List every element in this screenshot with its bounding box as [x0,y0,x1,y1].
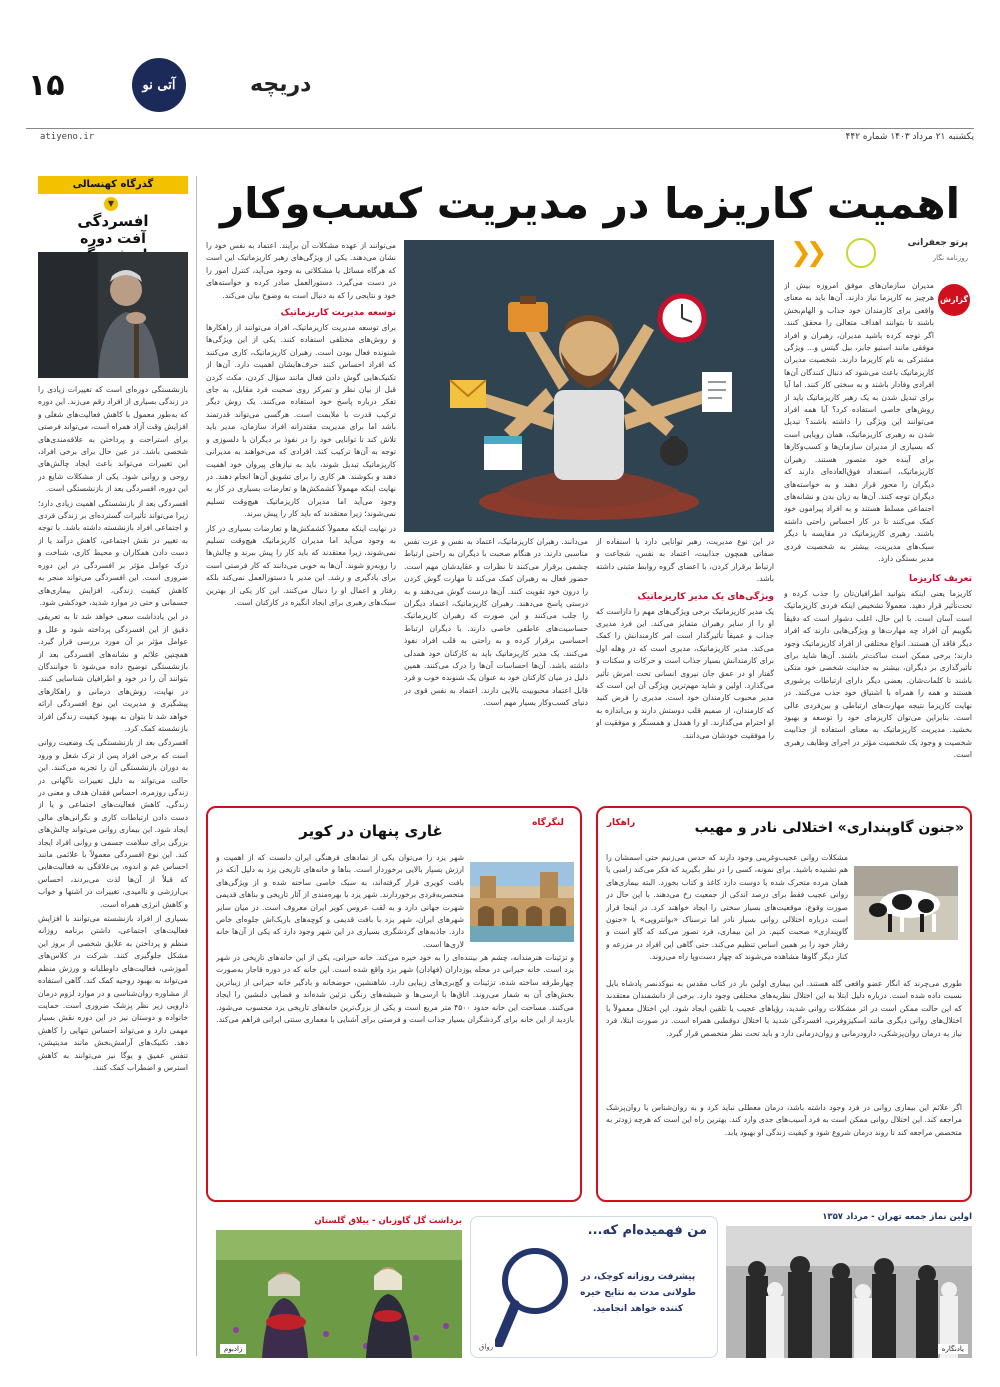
author-name: پرتو جعفرانی [907,238,968,248]
sidebar-paragraph: بازنشستگی دوره‌ای است که تغییرات زیادی را در زندگی بسیاری از افراد رقم می‌زند. این دوره که به‌طور معمول با کاهش فعالیت‌های شغلی و افزایش وقت آزاد همراه است، می‌تواند فرصتی برای استراحت و پرداختن به علاقه‌مندی‌های شخصی باشد. در عین حال برای برخی افراد، این تغییرات می‌تواند باعث ایجاد چالش‌های روحی و روانی شود. یکی از مشکلات شایع در این دوره، افسردگی بعد از بازنشستگی است. [38,385,188,494]
photo2-caption [216,1216,462,1226]
yazd-house-illustration [470,862,574,942]
chevron-down-icon: ▼ [104,197,118,211]
quote-box [470,1216,718,1358]
main-col-4 [206,240,396,796]
report-tag [938,284,970,316]
travel-paragraph: و تزئینات هنرمندانه، چشم هر بیننده‌ای را به خود خیره می‌کند. خانه حیرانی، یکی از این خانه‌های تاریخی در شهر یزد است. خانه حیرانی در محله یوزداران (فهادان) شهر یزد واقع شده است. این خانه که در دوره قاجار به‌صورت چهارطرفه ساخته شده، تزئینات و گچ‌بری‌های زیبایی دارد. شاهنشین، حوضخانه و بادگیر خانه حیرانی از زیباترین بخش‌های آن به شمار می‌روند. اتاق‌ها با ارسی‌ها و شیشه‌های رنگی تزئین شده‌اند و فضایی دلنشین را ایجاد می‌کنند. مساحت این خانه حدود ۴۵۰۰ متر مربع است و یکی از بزرگ‌ترین خانه‌های تاریخی یزد محسوب می‌شود. بازدید از این خانه برای گردشگران بسیار جذاب است و فرصتی برای آشنایی با معماری سنتی ایرانی فراهم می‌کند. [216,953,574,1025]
sidebar-body [38,384,188,1354]
travel-label-text: لنگرگاه [532,818,564,828]
photo1-caption [726,1212,972,1222]
section-name: دریچه [250,72,312,97]
sidebar-title-2: آفت دوره [80,231,146,247]
psychology-text-3 [606,1102,962,1196]
cow-photo [854,866,958,940]
travel-text-2 [216,952,574,1178]
sidebar-photo-elderly-man [38,252,188,378]
sidebar-divider [196,176,197,1356]
borage-harvest-photo [216,1230,462,1358]
dateline: یکشنبه ۲۱ مرداد ۱۴۰۳ شماره ۴۴۲ [845,132,974,142]
main-paragraph: مدیران سازمان‌های موفق امروزه بیش از هرچیز به کاریزما نیاز دارند. آن‌ها باید به معنای واقعی برای کارمندان خود جذاب و الهام‌بخش باشند تا بتوانند اهداف متعالی را محقق کنند. اگر توجه کرده باشید مدیران، رهبران و افراد موفقی مانند استیو جابز، بیل گیتس و... ویژگی مشترکی به نام کاریزما دارند. شخصیت مدیران کاریزماتیک باعث می‌شود که دنبال کنندگان آن‌ها افرادی وفادار باشند و به سختی کار کنند. اما آیا برای تبدیل شدن به یک رهبر کاریزماتیک باید از روش‌های خاصی استفاده کرد؟ آیا همه افراد می‌توانند این ویژگی را داشته باشند؟ تبدیل شدن به رهبری کاریزماتیک، همان رویایی است که بسیاری از مدیران سازمان‌ها و کسب‌وکارها برای آینده خود متصور هستند. رهبران کاریزماتیک، استعداد فوق‌العاده‌ای دارند که دیگران را محور قرار دهند و به خواسته‌های دیگران توجه کنند. آن‌ها به زبان بدن و نشانه‌های اجتماعی مسلط هستند و به افراد پیرامون خود کمک می‌کنند تا در کار احساس راحتی داشته باشند. رهبری کاریزماتیک در مقایسه با دیگر سبک‌های مدیریت، بیشتر به شخصیت فردی مدیر بستگی دارد. [784,281,934,563]
travel-label [520,818,576,828]
psychology-paragraph: اگر علائم این بیماری روانی در فرد وجود داشته باشد، درمان معطلی نباید کرد و به روان‌شناس یا روان‌پزشک مراجعه کند. این اختلال روانی ممکن است به فرد آسیب‌های جدی وارد کند. بهترین راه این است که هرچه زودتر به متخصص مراجعه کند تا روند درمان شروع شود و کیفیت زندگی او بهبود یابد. [606,1103,962,1137]
subheading: ویژگی‌های یک مدیر کاریزماتیک [637,591,774,602]
psychology-paragraph: مشکلات روانی عجیب‌وغریبی وجود دارند که حدس می‌زنیم حتی اسمشان را هم نشنیده باشید. برای نمونه، کسی را در نظر بگیرید که فکر می‌کند زامبی یا همان مرده متحرک شده یا دوست دارد کاغذ و کتاب بخورد. البته بیماری‌های روانی عجیب فقط برای درصد اندکی از جمعیت رخ می‌دهند. با این حال در صورت وقوع، موقعیت‌های بسیار سختی را ایجاد خواهند کرد. در اینجا قرار است درباره اختلالی روانی بسیار نادر اما ترسناک «بوانتروپی» یا «جنون گاوپنداری» صحبت کنیم. در این بیماری، فرد تصور می‌کند که گاو است و رفتار خود را بر همین اساس تنظیم می‌کند. حتی گاهی این افراد در مزرعه و کنار دیگر گاوها مشاهده می‌شوند که چهار دست‌وپا راه می‌روند. [606,853,848,962]
sidebar-paragraph: در این یادداشت سعی خواهد شد تا به تعریفی دقیق از این افسردگی پرداخته شود و علل و عوامل مؤثر بر آن مورد بررسی قرار گیرد. همچنین علائم و نشانه‌های افسردگی بعد از بازنشستگی توضیح داده می‌شود تا خوانندگان بتوانند آن را در خود و اطرافیان شناسایی کنند. در نهایت، روش‌های درمانی و راهکارهای پیشگیری و مدیریت این نوع افسردگی ارائه خواهد شد تا بتوان به بهبود کیفیت زندگی افراد بازنشسته کمک کرد. [38,612,188,733]
sidebar-kicker [38,176,188,194]
main-paragraph: می‌توانند از عهده مشکلات آن برآیند. اعتماد به نفس خود را نشان می‌دهند. یکی از ویژگی‌های رهبر کاریزماتیک این است که هرگاه مسائل یا مشکلاتی به وجود می‌آید، کنترل امور را در دست می‌گیرد. دستورالعمل صادر کرده و خواسته‌های خود و نتایجی را که به دنبال است به وضوح بیان می‌کند. [206,241,396,300]
quote-credit: رواق [479,1343,494,1351]
psychology-paragraph: طوری می‌چرند که انگار عضو واقعی گله هستند. این بیماری اولین بار در کتاب مقدس به نبوکدنصر پادشاه بابل نسبت داده شده است. درباره دلیل ابتلا به این اختلال نظریه‌های مختلفی وجود دارد. برخی از دانشمندان معتقدند که این حالت ممکن است در اثر مشکلات روانی شدید، رؤیاهای عجیب یا تلقین ایجاد شود. این اختلال معمولاً با اختلال‌های روانی دیگری مانند اسکیزوفرنی، افسردگی شدید یا اختلال دوقطبی همراه است. در صورت ابتلا، فرد نیاز به درمان روان‌پزشکی، دارودرمانی و روان‌درمانی دارد و باید تحت نظر متخصص قرار گیرد. [606,979,962,1038]
author-chevrons-icon: ❮❮ [790,238,822,268]
field-illustration [216,1230,462,1358]
main-paragraph: می‌دانند. رهبران کاریزماتیک، اعتماد به نفس و عزت نفس مناسبی دارند. در هنگام صحبت با دیگران به راحتی ارتباط چشمی برقرار می‌کنند تا نظرات و عقایدشان مهم است. حضور فعال به رهبران کمک می‌کند تا مهارت گوش کردن را درون خود تقویت کنند. آن‌ها درست گوش می‌دهند و به درستی پاسخ می‌دهند. رهبران کاریزماتیک، اعتماد دیگران را جلب می‌کنند و این صورت که رهبران کاریزماتیک حساسیت‌های عاطفی خاصی دارند. با دیگران ارتباط احساسی برقرار کرده و به راحتی به قلب افراد نفوذ می‌کنند. یک مدیر کاریزماتیک باید به کارکنان خود همدلی داشته باشد. آن‌ها احساسات آن‌ها را درک می‌کنند. همین دلیل در میان کارکنان خود به عنوان یک شنونده خوب و فرد قابل اعتماد محبوبیت بالایی دارند. اعتماد به نفس قوی در دنیای کسب‌وکار بسیار مهم است. [404,537,588,708]
friday-prayer-photo [726,1226,972,1358]
page-number: ۱۵ [28,68,65,103]
main-col-1b [784,568,972,794]
photo2-credit [220,1344,246,1354]
sidebar-kicker-text: گذرگاه کهنسالی [72,179,154,190]
elderly-man-illustration [38,252,188,378]
header-rule [26,128,974,129]
report-tag-text: گزارش [939,295,968,304]
psychology-label [596,818,646,828]
main-paragraph: در این نوع مدیریت، رهبر توانایی دارد با استفاده از صفاتی همچون جذابیت، اعتماد به نفس، شجاعت و ارتباط برقرار کردن، با اعضای گروه روابط مثبتی داشته باشد. [596,537,774,584]
crowd-illustration [726,1226,972,1358]
photo2-credit-text: زادبوم [224,1345,243,1353]
author-role: روزنامه نگار [932,254,968,262]
psychology-title: «جنون گاوپنداری» اختلالی نادر و مهیب [694,820,964,836]
multitasking-man-illustration [404,240,774,532]
sidebar-paragraph: افسردگی بعد از بازنشستگی اهمیت زیادی دارد؛ زیرا می‌تواند تأثیرات گسترده‌ای بر زندگی فردی و اجتماعی افراد بازنشسته داشته باشد. با توجه به تغییر در نقش اجتماعی، کاهش درآمد یا از دست دادن همکاران و محیط کاری، شناخت و درک عوامل مؤثر بر افسردگی در این دوره ضروری است. این افسردگی می‌تواند منجر به کاهش کیفیت زندگی، افزایش بیماری‌های جسمانی و حتی در موارد شدید، خودکشی شود. [38,498,188,607]
photo1-credit [938,1344,968,1354]
website[interactable]: atiyeno.ir [40,132,95,142]
main-paragraph: یک مدیر کاریزماتیک برخی ویژگی‌های مهم را داراست که او را از سایر رهبران متمایز می‌کند. این فرد مدیری جذاب و عمیقاً تأثیرگذار است امر کارمندانش را کمک می‌کند. مدیر کاریزماتیک، مدیری است که در وهله اول برای کارمندانش بسیار جذاب است و حرکات و سکنات و گفتار او در عمق جان نیروی انسانی تحت امرش تأثیر می‌گذارد. اولین و شاید مهم‌ترین ویژگی آن این است که مدیر محبوب کارمندان خود است. مدیری را فرض کنید که کارمندان، از صمیم قلب دوستش دارند و بی‌اندازه به او احترام می‌گذارند. او را همدل و همسنگر و موفقیت او را موفقیت خودشان می‌دانند. [596,606,774,740]
main-paragraph: در نهایت اینکه معمولاً کشمکش‌ها و تعارضات بسیاری در کار به وجود می‌آید اما مدیران کاریزماتیک هیچ‌وقت تسلیم نمی‌شوند، زیرا معتقدند که باید کار را پیش ببرند و چالش‌ها را روبه‌رو شوند. آن‌ها به خوبی می‌دانند که کار فرصتی است برای یادگیری و رشد. این مدیر با دستورالعمل نمی‌کند بلکه رفتار و اعمال او را دنبال می‌کنند. این کار یکی از بهترین سبک‌های رهبری برای ایجاد انگیزه در کارکنان است. [206,523,396,607]
quote-text: پیشرفت روزانه کوچک، در طولانی مدت به نتایج خیره کننده خواهد انجامید. [580,1272,696,1314]
sidebar-paragraph: افسردگی بعد از بازنشستگی یک وضعیت روانی است که برخی افراد پس از ترک شغل و ورود به دوران بازنشستگی آن را تجربه می‌کنند. این حالت می‌تواند به دلیل تغییرات ناگهانی در زندگی روزمره، احساس فقدان هدف و معنی در زندگی، کاهش فعالیت‌های اجتماعی و یا از دست دادن ارتباطات کاری و نگرانی‌های مالی ایجاد شود. این بیماری روانی می‌تواند چالش‌های بزرگی برای سلامت جسمی و روانی افراد ایجاد کند. این نوع افسردگی معمولاً با علائمی مانند احساس غم و اندوه، بی‌علاقگی به فعالیت‌هایی که قبلاً از آن‌ها لذت می‌بردند، احساس بی‌ارزشی و ناامیدی، تغییرات در اشتها و خواب و کاهش انرژی همراه است. [38,738,188,909]
psychology-text-1 [606,852,848,978]
yazd-house-photo [470,862,574,942]
travel-title: غاری پنهان در کویر [299,822,443,840]
cow-illustration [854,866,958,940]
travel-paragraph: شهر یزد را می‌توان یکی از نمادهای فرهنگی ایران دانست که از اهمیت و ارزش بسیار بالایی برخوردار است. بناها و خانه‌های تاریخی یزد به دلیل آنکه در بافت کویری قرار گرفته‌اند، به سبک خاصی ساخته شده و از ویژگی‌های منحصربه‌فردی برخوردارند. شهر یزد با بهره‌مندی از آثار تاریخی و بناهای قدیمی شهرت جهانی دارد و به لقب عروس کویر ایران معروف است. در میان سایر شهرهای ایران، شهر یزد با بافت قدیمی و کوچه‌های باریک‌اش جلوه‌ای خاص دارد. جاذبه‌های گردشگری بسیاری در این شهر وجود دارد که یکی از آن‌ها خانه لاری‌ها است. [216,853,464,949]
travel-text-1 [216,852,464,952]
magnifier-icon [495,1243,571,1347]
sidebar-title-1: افسردگی [77,212,149,230]
quote-title: من فهمیده‌ام که... [587,1223,707,1238]
main-col-3 [404,536,588,796]
author-circle-icon [846,238,876,268]
main-illustration [404,240,774,532]
subheading: تعریف کاریزما [908,574,972,584]
main-title: اهمیت کاریزما در مدیریت کسب‌وکار [219,179,961,228]
subheading: توسعه مدیریت کاریزماتیک [280,308,396,319]
photo1-caption-text: اولین نماز جمعه تهران - مرداد ۱۳۵۷ [822,1212,972,1222]
psychology-label-text: راهکار [606,818,636,828]
main-col-2 [596,536,774,796]
logo [132,58,186,112]
sidebar-paragraph: بسیاری از افراد بازنشسته می‌توانند با افزایش فعالیت‌های اجتماعی، داشتن برنامه روزانه منظم و پرداختن به علایق شخصی از بروز این مشکل جلوگیری کنند. شرکت در کلاس‌های آموزشی، فعالیت‌های داوطلبانه و ورزش منظم می‌تواند به بهبود روحیه کمک کند. گاهی استفاده از مشاوره روان‌شناسی و در موارد لزوم درمان دارویی زیر نظر پزشک ضروری است. حمایت خانواده و دوستان نیز در این دوره نقش بسیار مهمی دارد و می‌تواند احساس تنهایی را کاهش دهد. تکنیک‌های آرامش‌بخش مانند مدیتیشن، تنفس عمیق و یوگا نیز می‌توانند به کاهش استرس و اضطراب کمک کنند. [38,914,188,1072]
photo2-caption-text: برداشت گل گاوزبان - ییلاق گلستان [314,1216,462,1226]
main-paragraph: برای توسعه مدیریت کاریزماتیک، افراد می‌توانند از راهکارها و روش‌های مختلفی استفاده کنند. یکی از این ویژگی‌ها شنونده فعال بودن است. رهبران کاریزماتیک، کاری می‌کنند که افراد احساس کنند حرف‌هایشان اهمیت دارد. آن‌ها از تکنیک‌هایی گوش دادن فعال مانند سؤال کردن، مکث کردن قبل از بیان نظر و تمرکز روی صحبت فرد مقابل، به جای تفکر درباره پاسخ خود استفاده می‌کنند. یک روش دیگر ترکیب قدرت با ملایمت است. هرگسی می‌تواند قدرتمند باشد اما برای مدیریت مقتدرانه افراد سازمان، مدیر باید تلاش کند تا توانایی خود را در نفوذ بر دیگران با دلسوزی و توجه به آن‌ها ترکیب کند. افرادی که می‌خواهند به مدیرانی کاریزماتیک تبدیل شوند، باید به نیازهای پیروان خود اهمیت دهند و بکوشند. هر کاری را برای تشویق آن‌ها انجام دهند. در نهایت اینکه مهمولاً کشمکش‌ها و تعارضات بسیاری در کار به وجود می‌آید اما مدیران کاریزماتیک هیچ‌وقت تسلیم نمی‌شوند؛ زیرا معتقدند که باید کار را پیش ببرند. [206,323,396,519]
main-col-1 [784,280,934,570]
psychology-text-2 [606,978,962,1096]
main-paragraph: کاریزما یعنی اینکه بتوانید اطرافیان‌تان را جذب کرده و تحت‌تأثیر قرار دهید. معمولاً تشخیص اینکه فردی کاریزماتیک است آسان است. با این حال، اغلب دشوار است که دقیقاً بگوییم آن افراد چه مهارت‌ها و ویژگی‌هایی دارند که افراد دیگر فاقد آن هستند. انواع مختلفی از افراد کاریزماتیک وجود دارند؛ برخی ممکن است ساکت‌تر باشند. آن‌ها شاید برای تأثیرگذاری بر دیگران، بیشتر به جذابیت شخصی خود متکی باشند تا کلمات‌شان. بعضی دیگر دارای ارتباطات پرشوری هستند و همه را همراه با اشتیاق خود جذب می‌کنند. در نهایت کاریزما نتیجه مهارت‌های ارتباطی و بین‌فردی عالی است. بنابراین می‌توان کاریزمای خود را توسعه و بهبود بخشید. مدیریت کاریزماتیک به معنای استفاده از جذابیت شخصیت و وجود یک شخصیت مؤثر در اجرای وظایف رهبری است. [784,589,972,760]
author-badge [784,234,972,272]
logo-text: آتی نو [142,77,176,93]
photo1-credit-text: یادنگاره [941,1345,964,1353]
